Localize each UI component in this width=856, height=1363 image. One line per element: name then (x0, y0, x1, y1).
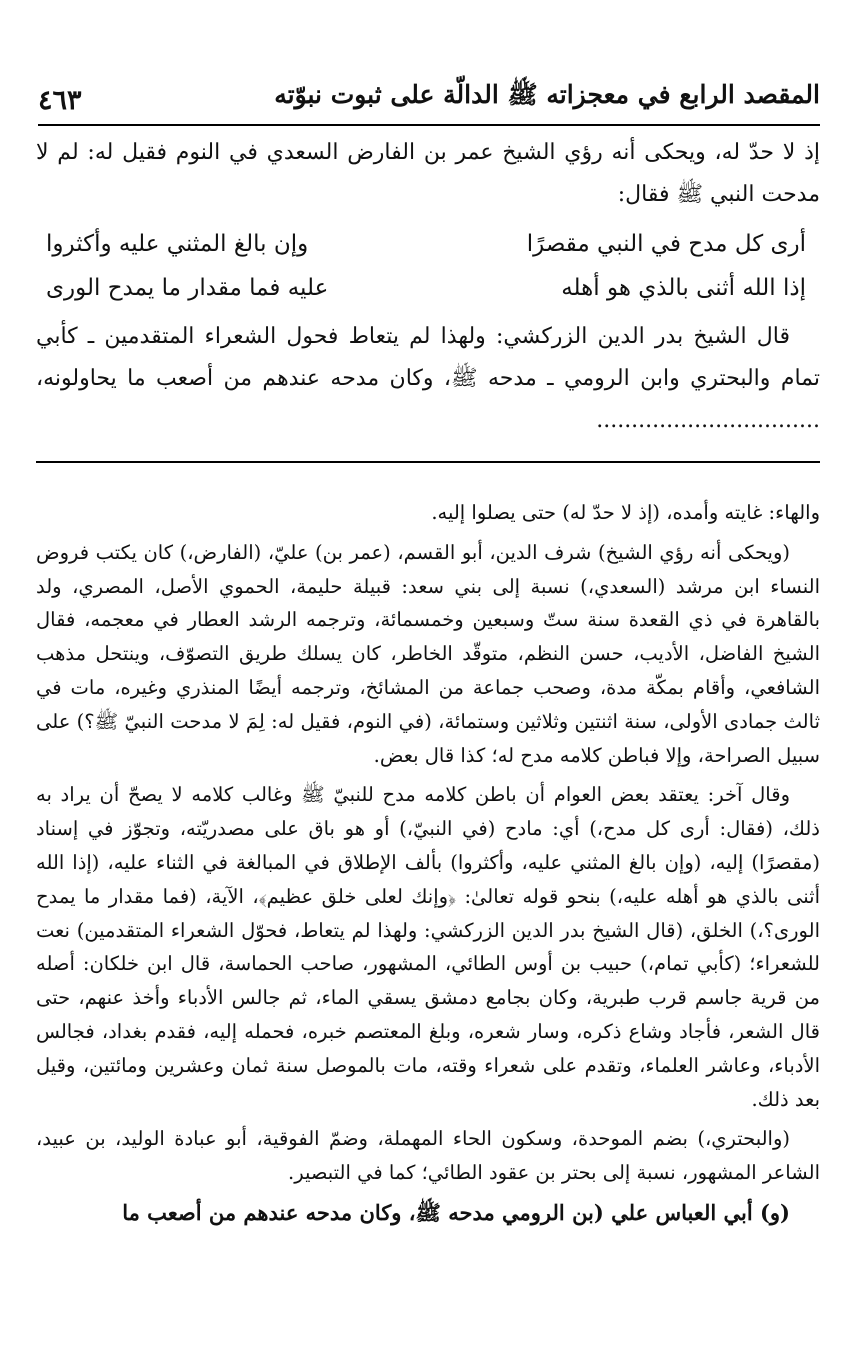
commentary-paragraph-5: (و) أبي العباس علي (بن الرومي مدحه ﷺ، وكان مدحه عندهم من أصعب ما (122, 1199, 790, 1225)
commentary-paragraph-2: (ويحكى أنه رؤي الشيخ) شرف الدين، أبو القسم، (عمر بن) عليّ، (الفارض،) كان يكتب فروض النساء ابن مرشد (السعدي،) نسبة إلى بني سعد: قبيلة حليمة، الحموي الأصل، المصري، ولد بالقاهرة في ذي القعدة سنة ستّ وسبعين وخمسمائة، وترجمه الرشد العطار في معجمه، فقال الشيخ الفاضل، الأديب، حسن النظم، متوقّد الخاطر، كان يسلك طريق التصوّف، وينتحل مذهب الشافعي، وأقام بمكّة مدة، وصحب جماعة من المشائخ، وترجمه أيضًا المنذري وغيره، مات في ثالث جمادى الأولى، سنة اثنتين وثلاثين وستمائة، (في النوم، فقيل له: لِمَ لا مدحت النبيّ ﷺ؟) على سبيل الصراحة، وإلا فباطن كلامه مدح له؛ كذا قال بعض. (36, 540, 820, 767)
page-header (38, 70, 820, 126)
main-paragraph-2-text: قال الشيخ بدر الدين الزركشي: ولهذا لم يتعاط فحول الشعراء المتقدمين ـ كأبي تمام والبحتري وابن الرومي ـ مدحه ﷺ، وكان مدحه عندهم من أصعب ما يحاولونه، (36, 324, 820, 391)
poem (36, 216, 820, 316)
commentary-paragraph-3: وقال آخر: يعتقد بعض العوام أن باطن كلامه مدح للنبيّ ﷺ وغالب كلامه لا يصحّ أن يراد به ذلك، (فقال: أرى كل مدح،) أي: مادح (في النبيّ،) أو هو باق على مصدريّته، وتجوّز في إسناد (مقصرًا) إليه، (وإن بالغ المثني عليه، وأكثروا) بألف الإطلاق في المبالغة في الثناء عليه، (إذا الله أثنى بالذي هو أهله عليه،) بنحو قوله تعالىٰ: ﴿وإنك لعلى خلق عظيم﴾، الآية، (فما مقدار ما يمدح الورى؟،) الخلق، (قال الشيخ بدر الدين الزركشي: ولهذا لم يتعاط، فحوّل الشعراء المتقدمين) نعت للشعراء؛ (كأبي تمام،) حبيب بن أوس الطائي، المشهور، صاحب الحماسة، قال ابن خلكان: أصله من قرية جاسم قرب طبرية، وكان بجامع دمشق يسقي الماء، ثم جالس الأدباء وأخذ عنهم، حتى قال الشعر، فأجاد وشاع ذكره، وسار شعره، وبلغ المعتصم خبره، فحمله إليه، فقدم بغداد، فجالس الأدباء، وعاشر العلماء، وتقدم على شعراء وقته، مات بالموصل سنة ثمان وعشرين ومائتين، وقيل بعد ذلك. (36, 783, 820, 1111)
main-text-block (36, 132, 820, 442)
verse-2-second-hemistich: عليه فما مقدار ما يمدح الورى (46, 275, 329, 301)
main-paragraph-1: إذ لا حدّ له، ويحكى أنه رؤي الشيخ عمر بن الفارض السعدي في النوم فقيل له: لم لا مدحت النبي ﷺ فقال: (36, 140, 820, 207)
commentary-paragraph-4: (والبحتري،) بضم الموحدة، وسكون الحاء المهملة، وضمّ الفوقية، أبو عبادة الوليد، بن عبيد، الشاعر المشهور، نسبة إلى بحتر بن عقود الطائي؛ كما في التبصير. (36, 1127, 820, 1185)
running-head: المقصد الرابع في معجزاته ﷺ الدالّة على ثبوت نبوّته (274, 80, 820, 109)
verse-2 (46, 266, 806, 310)
section-divider (36, 461, 820, 463)
verse-1-first-hemistich: أرى كل مدح في النبي مقصرًا (526, 231, 806, 257)
verse-1 (46, 222, 806, 266)
page-number: ٤٦٣ (38, 85, 82, 116)
verse-2-first-hemistich: إذا الله أثنى بالذي هو أهله (561, 275, 806, 301)
commentary-paragraph-1: والهاء: غايته وأمده، (إذ لا حدّ له) حتى يصلوا إليه. (431, 501, 820, 524)
ellipsis-dots: ................................ (596, 408, 820, 433)
verse-1-second-hemistich: وإن بالغ المثني عليه وأكثروا (46, 231, 309, 257)
main-paragraph-2 (36, 316, 820, 442)
commentary-block (36, 496, 820, 1236)
